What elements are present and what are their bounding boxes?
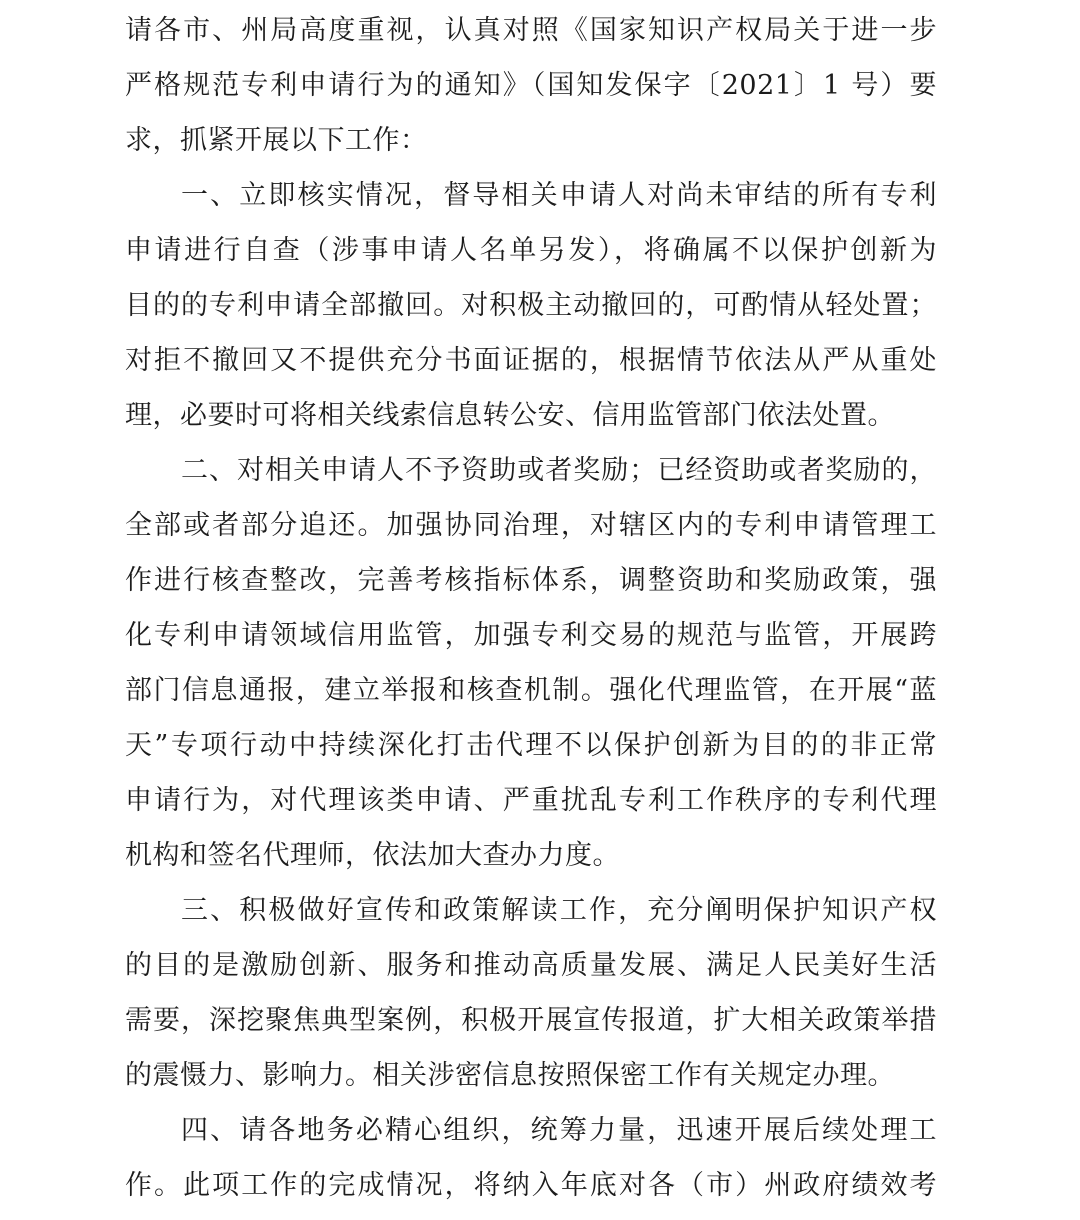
paragraph-line: 作。此项工作的完成情况，将纳入年底对各（市）州政府绩效考 [125, 1170, 937, 1201]
paragraph-line: 机构和签名代理师，依法加大查办力度。 [125, 840, 620, 871]
paragraph-line: 天”专项行动中持续深化打击代理不以保护创新为目的的非正常 [125, 730, 937, 761]
paragraph-line: 作进行核查整改，完善考核指标体系，调整资助和奖励政策，强 [125, 565, 937, 596]
paragraph-line: 部门信息通报，建立举报和核查机制。强化代理监管，在开展“蓝 [125, 675, 937, 706]
section-two-heading-line: 二、对相关申请人不予资助或者奖励；已经资助或者奖励的， [181, 455, 937, 486]
paragraph-line: 需要，深挖聚焦典型案例，积极开展宣传报道，扩大相关政策举措 [125, 1005, 937, 1036]
paragraph-line: 的目的是激励创新、服务和推动高质量发展、满足人民美好生活 [125, 950, 937, 981]
section-four-heading-line: 四、请各地务必精心组织，统筹力量，迅速开展后续处理工 [181, 1115, 937, 1146]
paragraph-line: 申请行为，对代理该类申请、严重扰乱专利工作秩序的专利代理 [125, 785, 937, 816]
paragraph-line: 理，必要时可将相关线索信息转公安、信用监管部门依法处置。 [125, 400, 895, 431]
paragraph-line: 严格规范专利申请行为的通知》（国知发保字〔2021〕1 号）要 [125, 70, 937, 101]
section-one-heading-line: 一、立即核实情况，督导相关申请人对尚未审结的所有专利 [181, 180, 937, 211]
paragraph-line: 的震慑力、影响力。相关涉密信息按照保密工作有关规定办理。 [125, 1060, 895, 1091]
paragraph-line: 对拒不撤回又不提供充分书面证据的，根据情节依法从严从重处 [125, 345, 937, 376]
paragraph-line: 求，抓紧开展以下工作： [125, 125, 428, 156]
paragraph-line: 目的的专利申请全部撤回。对积极主动撤回的，可酌情从轻处置； [125, 290, 937, 321]
paragraph-line: 申请进行自查（涉事申请人名单另发），将确属不以保护创新为 [125, 235, 937, 266]
paragraph-line: 请各市、州局高度重视，认真对照《国家知识产权局关于进一步 [125, 15, 937, 46]
paragraph-line: 化专利申请领域信用监管，加强专利交易的规范与监管，开展跨 [125, 620, 937, 651]
paragraph-line: 全部或者部分追还。加强协同治理，对辖区内的专利申请管理工 [125, 510, 937, 541]
section-three-heading-line: 三、积极做好宣传和政策解读工作，充分阐明保护知识产权 [181, 895, 937, 926]
